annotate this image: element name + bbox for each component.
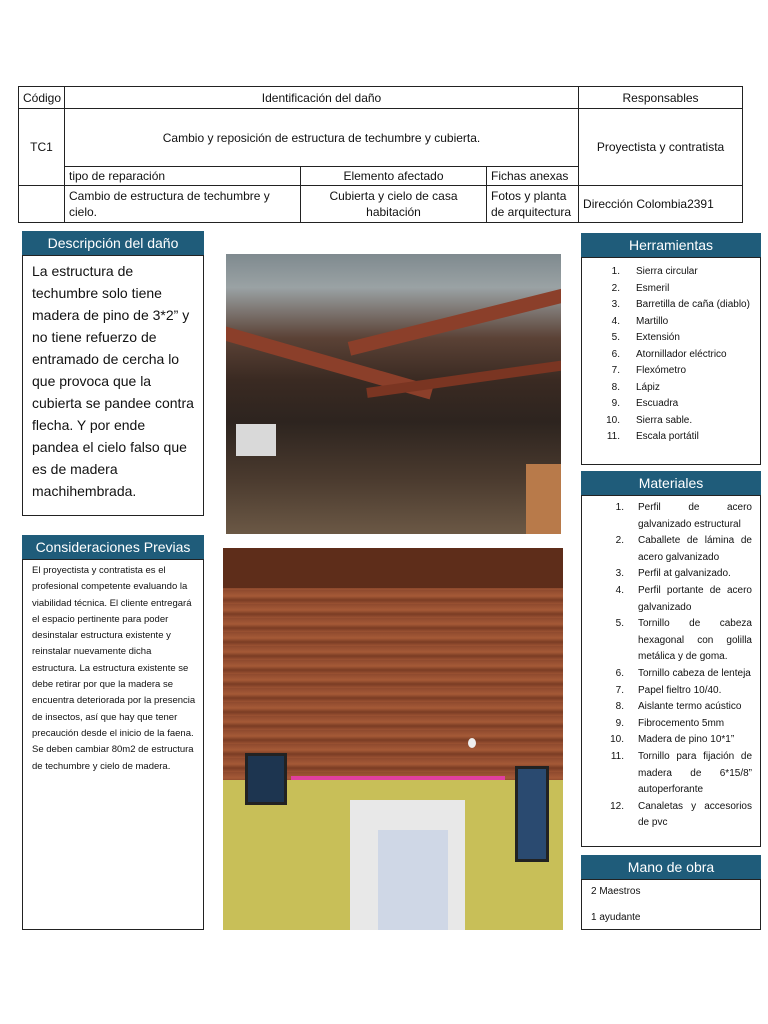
herramientas-item — [582, 429, 760, 446]
list-number: 6. — [615, 667, 624, 679]
herramientas-item — [582, 363, 760, 380]
list-number: 3. — [615, 568, 624, 580]
list-text: Martillo — [636, 315, 669, 327]
consideraciones-panel — [22, 559, 204, 930]
list-text: Escala portátil — [636, 431, 699, 442]
herramientas-item — [582, 297, 760, 314]
herramientas-item — [582, 264, 760, 281]
list-text: Perfil portante de acero galvanizado — [638, 584, 752, 613]
list-number: 11. — [610, 750, 624, 762]
consideraciones-text: El proyectista y contratista es el profesional competente evaluando la viabilidad técnica. El cliente entregará el espacio pertinente para poder desinstalar estructura existente y reinstalar nuevamente dicha estructura. La estructura existente se debe retirar por que la madera se encuentra deteriorada por la presencia de insectos, así que hay que tener precaución desde el inicio de la faena. Se deben cambiar 80m2 de estructura de techumbre y cielo de madera. — [32, 565, 196, 772]
list-text: Fibrocemento 5mm — [638, 717, 725, 729]
herramientas-item — [582, 396, 760, 413]
list-text: Papel fieltro 10/40. — [638, 684, 722, 696]
list-number: 8. — [611, 381, 620, 393]
damage-identification-table — [18, 86, 743, 223]
materiales-title: Materiales — [581, 471, 761, 495]
list-number: 5. — [611, 332, 620, 343]
damage-title: Cambio y reposición de estructura de techumbre y cubierta. — [65, 109, 579, 167]
list-text: Tornillo cabeza de lenteja — [638, 667, 751, 679]
wooden-ceiling-photo — [223, 548, 563, 930]
subheader-fichas: Fichas anexas — [487, 167, 579, 186]
materiales-item — [582, 583, 760, 616]
list-number: 2. — [615, 535, 624, 547]
list-number: 5. — [615, 618, 624, 630]
materiales-item — [582, 500, 760, 533]
list-text: Canaletas y accesorios de pvc — [638, 800, 752, 829]
descripcion-title: Descripción del daño — [22, 231, 204, 255]
list-text: Caballete de lámina de acero galvanizado — [638, 535, 752, 563]
list-number: 11. — [606, 431, 620, 442]
list-text: Tornillo de cabeza hexagonal con golilla metálica y de goma. — [638, 618, 752, 663]
materiales-item — [582, 716, 760, 733]
list-number: 7. — [615, 684, 624, 696]
list-text: Sierra circular — [636, 266, 698, 277]
list-number: 9. — [615, 717, 624, 729]
materiales-item — [582, 799, 760, 832]
list-number: 12. — [610, 800, 624, 812]
codigo-value: TC1 — [19, 109, 65, 186]
mano-obra-title: Mano de obra — [581, 855, 761, 879]
list-text: Perfil de acero galvanizado estructural — [638, 502, 752, 530]
list-number: 6. — [611, 348, 620, 360]
herramientas-title: Herramientas — [581, 233, 761, 257]
herramientas-item — [582, 413, 760, 430]
list-number: 4. — [615, 584, 624, 596]
mano-obra-item: 2 Maestros — [591, 886, 641, 897]
list-text: Extensión — [636, 332, 680, 343]
materiales-item — [582, 732, 760, 749]
materiales-item — [582, 749, 760, 799]
list-text: Esmeril — [636, 282, 670, 294]
mano-obra-panel — [581, 879, 761, 930]
list-number: 4. — [611, 315, 620, 327]
materiales-panel — [581, 495, 761, 847]
elemento-value: Cubierta y cielo de casa habitación — [301, 186, 487, 223]
list-text: Tornillo para fijación de madera de 6*15/8” autoperforante — [638, 750, 752, 796]
materiales-item — [582, 666, 760, 683]
list-text: Sierra sable. — [636, 414, 693, 426]
responsables-value: Proyectista y contratista — [579, 109, 743, 186]
materiales-item — [582, 566, 760, 583]
descripcion-text: La estructura de techumbre solo tiene madera de pino de 3*2” y no tiene refuerzo de entramado de cercha lo que provoca que la cubierta se pandee contra flecha. Y por ende pandea el cielo falso que es de madera machihembrada. — [32, 263, 194, 499]
herramientas-panel — [581, 257, 761, 465]
roof-structure-photo — [226, 254, 561, 534]
materiales-list — [582, 500, 760, 832]
header-codigo: Código — [19, 87, 65, 109]
herramientas-item — [582, 347, 760, 364]
list-number: 9. — [611, 398, 620, 409]
fichas-value: Fotos y planta de arquitectura — [487, 186, 579, 223]
list-number: 8. — [615, 701, 624, 713]
list-text: Madera de pino 10*1” — [638, 734, 735, 746]
list-text: Flexómetro — [636, 365, 687, 376]
herramientas-item — [582, 330, 760, 347]
consideraciones-title: Consideraciones Previas — [22, 535, 204, 559]
direccion-value: Dirección Colombia2391 — [579, 186, 743, 223]
herramientas-item — [582, 380, 760, 397]
herramientas-list — [582, 264, 760, 446]
list-text: Lápiz — [636, 381, 660, 393]
descripcion-panel — [22, 255, 204, 516]
list-text: Aislante termo acústico — [638, 701, 742, 713]
list-number: 3. — [611, 299, 620, 310]
herramientas-item — [582, 314, 760, 331]
list-number: 1. — [615, 502, 624, 513]
materiales-item — [582, 616, 760, 666]
header-responsables: Responsables — [579, 87, 743, 109]
header-identificacion: Identificación del daño — [65, 87, 579, 109]
list-number: 10. — [610, 734, 624, 746]
materiales-item — [582, 699, 760, 716]
list-number: 10. — [606, 414, 620, 426]
list-text: Barretilla de caña (diablo) — [636, 299, 750, 310]
empty-cell — [19, 186, 65, 223]
list-number: 2. — [611, 282, 620, 294]
list-number: 1. — [611, 266, 620, 277]
mano-obra-item: 1 ayudante — [591, 912, 641, 923]
list-text: Perfil at galvanizado. — [638, 568, 731, 580]
materiales-item — [582, 533, 760, 566]
list-text: Escuadra — [636, 398, 679, 409]
list-text: Atornillador eléctrico — [636, 348, 727, 360]
list-number: 7. — [611, 365, 620, 376]
herramientas-item — [582, 281, 760, 298]
subheader-elemento: Elemento afectado — [301, 167, 487, 186]
tipo-value: Cambio de estructura de techumbre y cielo. — [65, 186, 301, 223]
subheader-tipo: tipo de reparación — [65, 167, 301, 186]
materiales-item — [582, 683, 760, 700]
